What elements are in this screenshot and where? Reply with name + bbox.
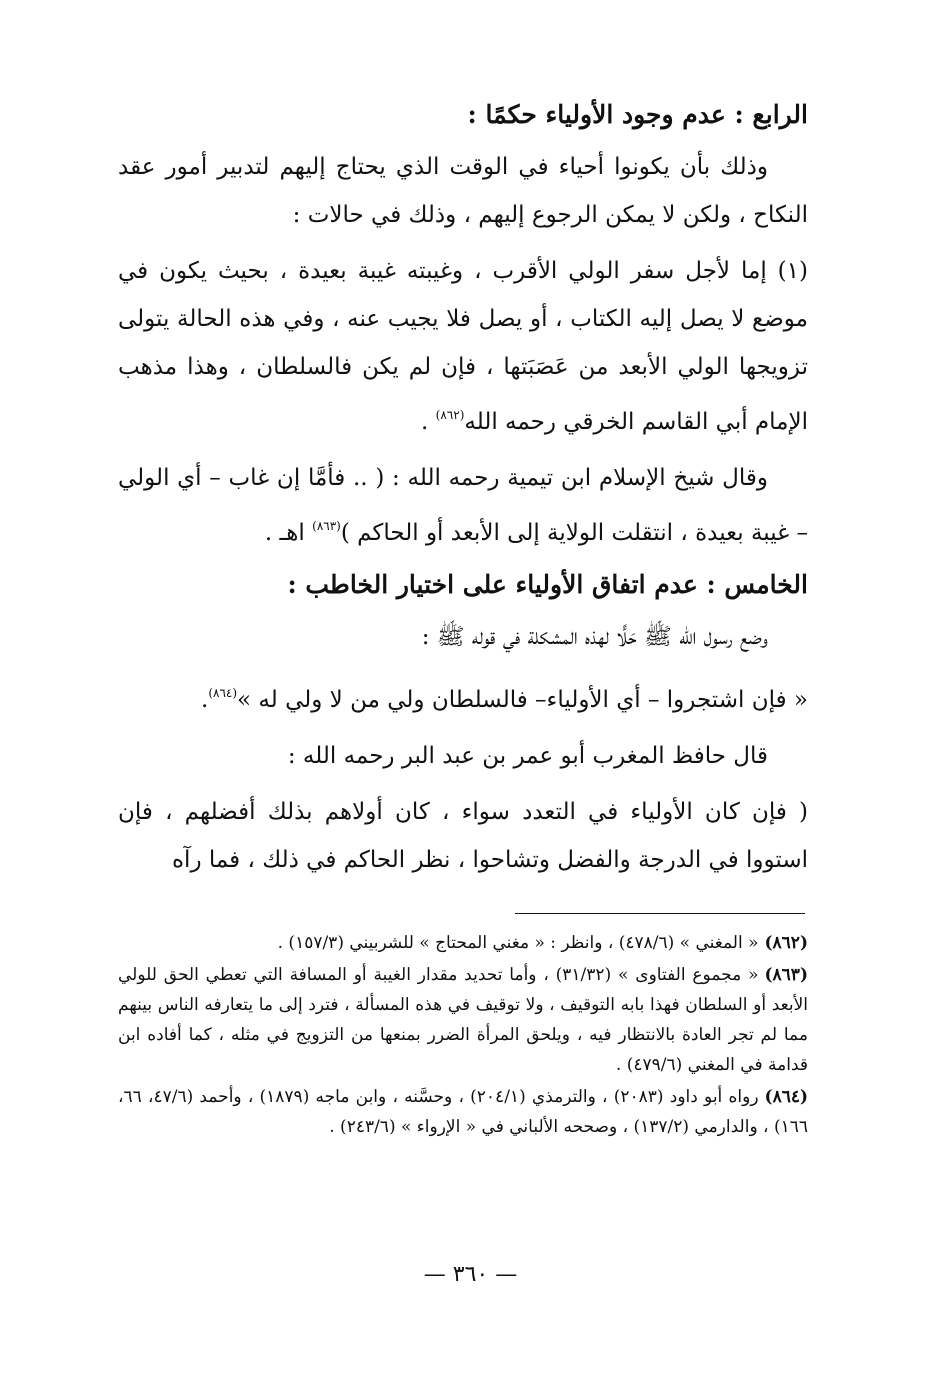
section-4-intro: وذلك بأن يكونوا أحياء في الوقت الذي يحتاج إليهم لتدبير أمور عقد النكاح ، ولكن لا يمكن الرجوع إليهم ، وذلك في حالات :: [118, 154, 808, 228]
main-text: [118, 95, 808, 892]
section-5-heading: الخامس : عدم اتفاق الأولياء على اختيار الخاطب :: [287, 570, 808, 599]
case-1-text: (١) إما لأجل سفر الولي الأقرب ، وغيبته غيبة بعيدة ، بحيث يكون في موضع لا يصل إليه الكتاب ، أو يصل فلا يجيب عنه ، وفي هذه الحالة يتولى تزويجها الولي الأبعد من عَصَبَتها ، فإن لم يكن فالسلطان ، وهذا مذهب الإمام أبي القاسم الخرقي رحمه الله: [118, 258, 808, 435]
footnote-863: [118, 960, 808, 1080]
footnote-number: (٨٦٣): [764, 965, 808, 985]
footnotes: [118, 928, 808, 1144]
hadith-quote: [118, 669, 808, 724]
quote-end: اهـ .: [264, 520, 313, 546]
section-5-para-1: وضع رسول الله ﷺ حَلًّا لهذه المشكلة في قوله ﷺ :: [421, 624, 768, 650]
case-1-end: .: [421, 409, 436, 435]
footnote-ref-862[interactable]: (٨٦٢): [435, 408, 465, 422]
quote-text: وقال شيخ الإسلام ابن تيمية رحمه الله : ( .. فأمَّا إن غاب – أي الولي – غيبة بعيدة ، انتقلت الولاية إلى الأبعد أو الحاكم ): [118, 465, 808, 546]
footnote-text: رواه أبو داود (٢٠٨٣) ، والترمذي (٢٠٤/١) ، وحسَّنه ، وابن ماجه (١٨٧٩) ، وأحمد (٤٧/٦، ٦٦، ١٦٦) ، والدارمي (١٣٧/٢) ، وصححه الألباني في « الإرواء » (٢٤٣/٦) .: [118, 1087, 808, 1137]
footnote-number: (٨٦٤): [764, 1087, 809, 1107]
footnote-864: [118, 1082, 808, 1142]
section-5-para-3: ( فإن كان الأولياء في التعدد سواء ، كان أولاهم بذلك أفضلهم ، فإن استووا في الدرجة والفضل وتشاحوا ، نظر الحاكم في ذلك ، فما رآه: [118, 799, 808, 873]
footnote-ref-864[interactable]: (٨٦٤): [208, 686, 238, 700]
footnote-862: [118, 928, 808, 958]
page-number: — ٣٦٠ —: [423, 1262, 518, 1287]
ibn-taymiyyah-quote: [118, 454, 808, 557]
case-1-paragraph: [118, 247, 808, 446]
hadith-text: « فإن اشتجروا – أي الأولياء– فالسلطان ولي من لا ولي له »: [237, 687, 808, 713]
footnote-text: « المغني » (٤٧٨/٦) ، وانظر : « مغني المحتاج » للشربيني (١٥٧/٣) .: [277, 933, 759, 953]
footnote-divider: [515, 913, 805, 914]
section-5-para-2: قال حافظ المغرب أبو عمر بن عبد البر رحمه الله :: [287, 743, 768, 769]
footnote-number: (٨٦٢): [764, 933, 808, 953]
hadith-end: .: [201, 687, 209, 713]
section-4-heading: الرابع : عدم وجود الأولياء حكمًا :: [467, 100, 808, 129]
footnote-ref-863[interactable]: (٨٦٣): [312, 519, 341, 533]
footnote-text: « مجموع الفتاوى » (٣١/٣٢) ، وأما تحديد مقدار الغيبة أو المسافة التي تعطي الحق للولي الأبعد أو السلطان فهذا بابه التوقيف ، ولا توقيف في هذه المسألة ، فترد إلى ما يتعارفه الناس بينهم مما لم تجر العادة بالانتظار فيه ، ويلحق المرأة الضرر بمنعها من التزويج في مثله ، كما أفاده ابن قدامة في المغني (٤٧٩/٦) .: [118, 965, 808, 1075]
